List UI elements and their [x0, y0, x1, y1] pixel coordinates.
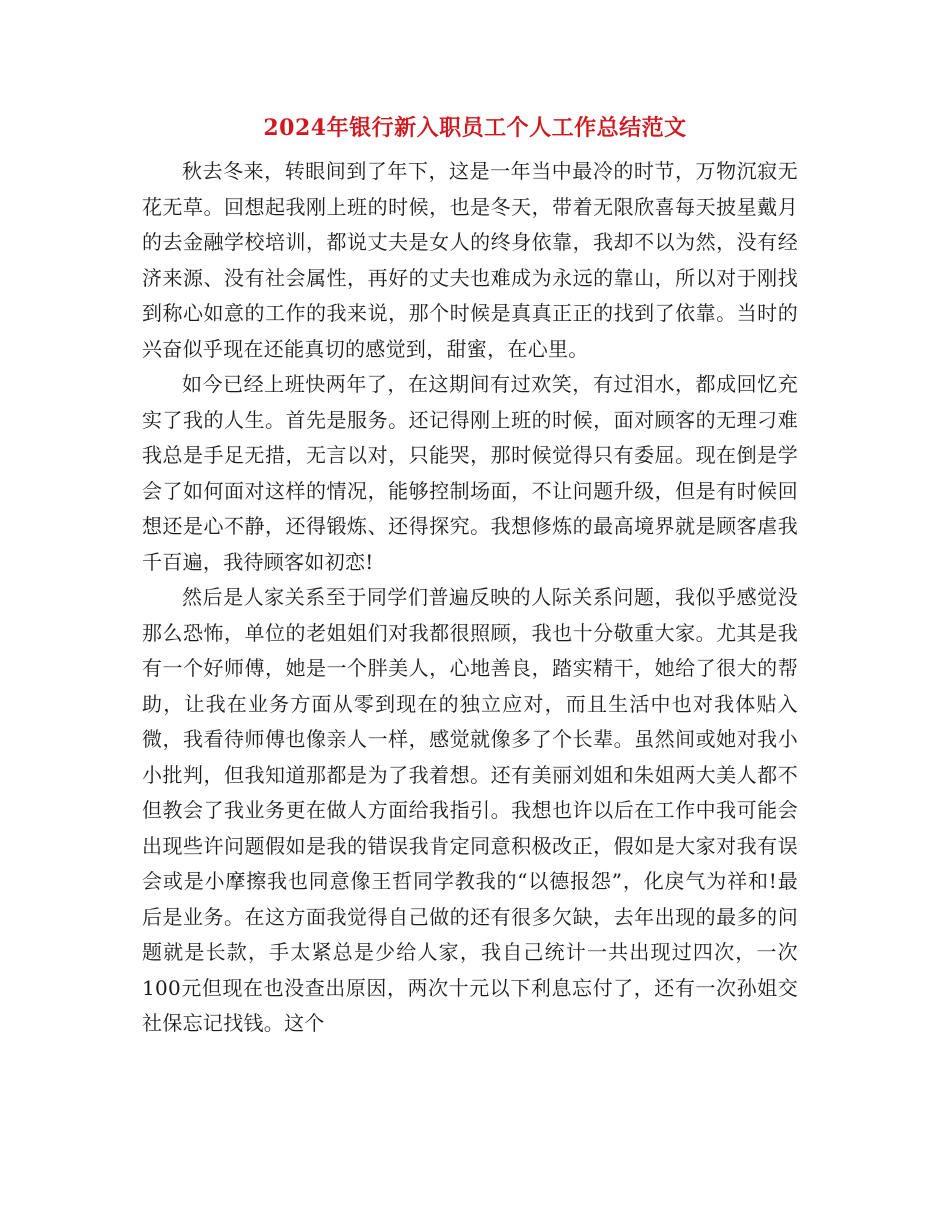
paragraph-1: 秋去冬来，转眼间到了年下，这是一年当中最冷的时节，万物沉寂无花无草。回想起我刚上班的时候，也是冬天，带着无限欣喜每天披星戴月的去金融学校培训，都说丈夫是女人的终身依靠，我却不以为然，没有经济来源、没有社会属性，再好的丈夫也难成为永远的靠山，所以对于刚找到称心如意的工作的我来说，那个时候是真真正正的找到了依靠。当时的兴奋似乎现在还能真切的感觉到，甜蜜，在心里。 [142, 159, 798, 361]
paragraph-3: 然后是人家关系至于同学们普遍反映的人际关系问题，我似乎感觉没那么恐怖，单位的老姐姐们对我都很照顾，我也十分敬重大家。尤其是我有一个好师傅，她是一个胖美人，心地善良，踏实精干，她给了很大的帮助，让我在业务方面从零到现在的独立应对，而且生活中也对我体贴入微，我看待师傅也像亲人一样，感觉就像多了个长辈。虽然间或她对我小小批判，但我知道那都是为了我着想。还有美丽刘姐和朱姐两大美人都不但教会了我业务更在做人方面给我指引。我想也许以后在工作中我可能会出现些许问题假如是我的错误我肯定同意积极改正，假如是大家对我有误会或是小摩擦我也同意像王哲同学教我的“以德报怨”，化戾气为祥和!最后是业务。在这方面我觉得自己做的还有很多欠缺，去年出现的最多的问题就是长款，手太紧总是少给人家，我自己统计一共出现过四次，一次100元但现在也没查出原因，两次十元以下利息忘付了，还有一次孙姐交社保忘记找钱。这个 [142, 585, 798, 1035]
paragraph-2: 如今已经上班快两年了，在这期间有过欢笑，有过泪水，都成回忆充实了我的人生。首先是服务。还记得刚上班的时候，面对顾客的无理刁难我总是手足无措，无言以对，只能哭，那时候觉得只有委屈。现在倒是学会了如何面对这样的情况，能够控制场面，不让问题升级，但是有时候回想还是心不静，还得锻炼、还得探究。我想修炼的最高境界就是顾客虐我千百遍，我待顾客如初恋! [142, 372, 798, 574]
document-body [142, 154, 798, 1042]
document-title: 2024年银行新入职员工个人工作总结范文 [263, 115, 687, 141]
